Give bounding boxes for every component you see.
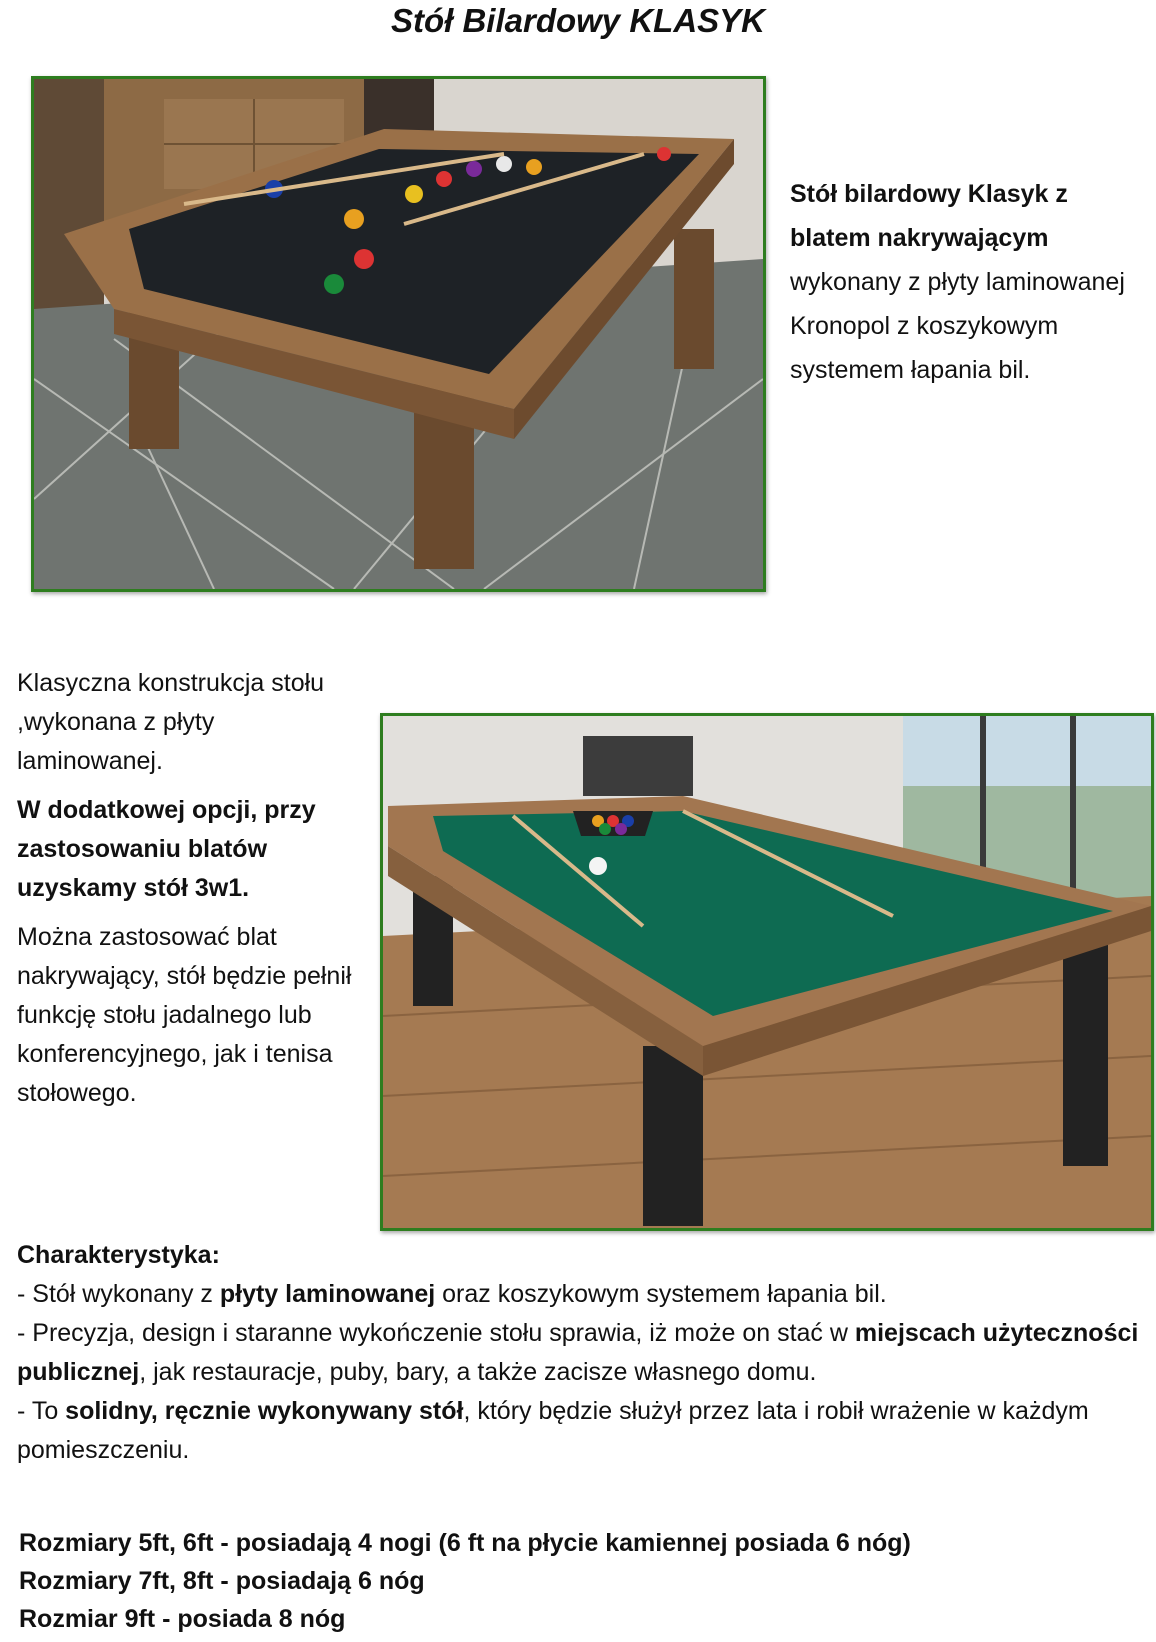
intro-bold: Stół bilardowy Klasyk z blatem nakrywającym (790, 180, 1068, 252)
characteristics-heading-text: Charakterystyka: (17, 1241, 220, 1269)
pool-table-photo-green (380, 713, 1154, 1231)
size-line: Rozmiar 9ft - posiada 8 nóg (19, 1605, 346, 1633)
sizes-section (19, 1524, 1149, 1638)
spec-bold: miejscach użyteczności publicznej (17, 1319, 1139, 1386)
construction-text (17, 664, 362, 1113)
option-paragraph (17, 791, 362, 908)
spec-text: , który będzie służył przez lata i robił wrażenie w każdym pomieszczeniu. (17, 1397, 1089, 1464)
spec-text: - Precyzja, design i staranne wykończenie stołu sprawia, iż może on stać w (17, 1319, 855, 1347)
size-line: Rozmiary 7ft, 8ft - posiadają 6 nóg (19, 1567, 425, 1595)
spec-line (17, 1275, 1147, 1314)
spec-text: - To (17, 1397, 66, 1425)
option-bold: W dodatkowej opcji, przy zastosowaniu blatów uzyskamy stół 3w1. (17, 796, 316, 902)
spec-text: oraz koszykowym systemem łapania bil. (435, 1280, 887, 1308)
characteristics-section (17, 1236, 1147, 1470)
pool-table-photo-black (31, 76, 766, 592)
intro-text (790, 172, 1140, 392)
cover-paragraph: Można zastosować blat nakrywający, stół będzie pełnił funkcję stołu jadalnego lub konferencyjnego, jak i tenisa stołowego. (17, 923, 352, 1107)
page-title: Stół Bilardowy KLASYK (390, 2, 766, 39)
spec-bold: płyty laminowanej (219, 1280, 436, 1308)
characteristics-heading (17, 1236, 1147, 1275)
size-line: Rozmiary 5ft, 6ft - posiadają 4 nogi (6 ft na płycie kamiennej posiada 6 nóg) (19, 1529, 911, 1557)
spec-text: - Stół wykonany z (17, 1280, 220, 1308)
spec-line (17, 1314, 1147, 1392)
spec-line (17, 1392, 1147, 1470)
spec-bold: solidny, ręcznie wykonywany stół (65, 1397, 464, 1425)
intro-rest: wykonany z płyty laminowanej Kronopol z koszykowym systemem łapania bil. (790, 268, 1125, 384)
construction-paragraph: Klasyczna konstrukcja stołu ,wykonana z płyty laminowanej. (17, 669, 325, 775)
spec-text: , jak restauracje, puby, bary, a także zacisze własnego domu. (139, 1358, 817, 1386)
